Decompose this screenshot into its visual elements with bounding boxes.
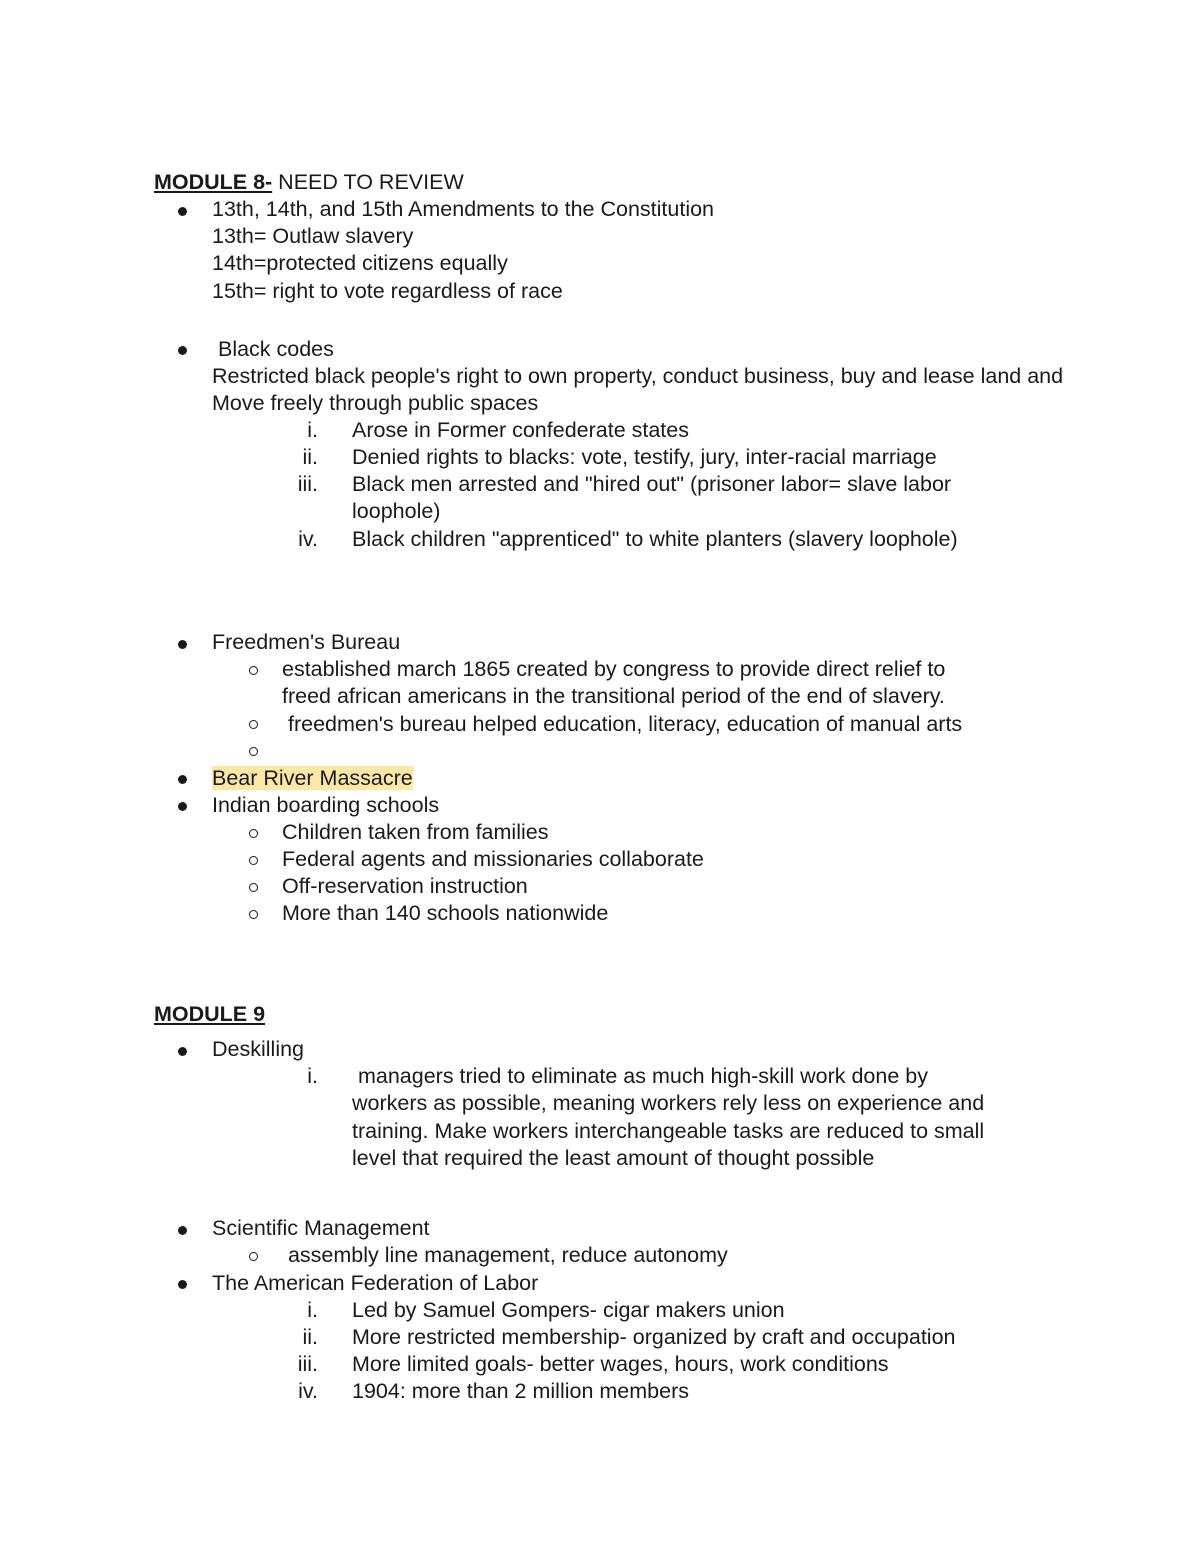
- circle-bullet-icon: [249, 720, 258, 729]
- boarding-schools-item: Indian boarding schools: [212, 793, 440, 817]
- module-8-subtitle: NEED TO REVIEW: [272, 170, 464, 194]
- afl-subitem: More restricted membership- organized by craft and occupation: [352, 1325, 956, 1349]
- bullet-icon: [178, 802, 187, 811]
- amendments-line: 15th= right to vote regardless of race: [212, 279, 563, 303]
- deskilling-subitem-cont: workers as possible, meaning workers rely less on experience and: [352, 1091, 985, 1115]
- deskilling-item: Deskilling: [212, 1037, 305, 1061]
- module-9-title: MODULE 9: [153, 1002, 266, 1026]
- circle-bullet-icon: [249, 747, 258, 756]
- black-codes-subitem: Denied rights to blacks: vote, testify, jury, inter-racial marriage: [352, 445, 937, 469]
- black-codes-subitem: Black men arrested and "hired out" (prisoner labor= slave labor: [352, 472, 952, 496]
- roman-numeral: iv.: [298, 527, 318, 551]
- scientific-management-item: Scientific Management: [212, 1216, 430, 1240]
- bullet-icon: [178, 1226, 187, 1235]
- boarding-subitem: Off-reservation instruction: [282, 874, 528, 898]
- bullet-icon: [178, 346, 187, 355]
- boarding-subitem: Federal agents and missionaries collaborate: [282, 847, 704, 871]
- highlighted-text: Bear River Massacre: [212, 766, 413, 790]
- deskilling-subitem-cont: level that required the least amount of thought possible: [352, 1146, 875, 1170]
- bullet-icon: [178, 1280, 187, 1289]
- black-codes-item: Black codes: [212, 337, 334, 361]
- circle-bullet-icon: [249, 856, 258, 865]
- scientific-subitem: assembly line management, reduce autonomy: [282, 1243, 728, 1267]
- module-8-title: MODULE 8-: [153, 170, 273, 194]
- roman-numeral: ii.: [302, 445, 318, 469]
- module-9-heading: [142, 974, 265, 1028]
- circle-bullet-icon: [249, 666, 258, 675]
- bullet-icon: [178, 775, 187, 784]
- bullet-icon: [178, 1047, 187, 1056]
- boarding-subitem: More than 140 schools nationwide: [282, 901, 609, 925]
- black-codes-subitem-cont: loophole): [352, 499, 441, 523]
- roman-numeral: iv.: [298, 1379, 318, 1403]
- circle-bullet-icon: [249, 910, 258, 919]
- roman-numeral: i.: [307, 418, 318, 442]
- afl-subitem: 1904: more than 2 million members: [352, 1379, 689, 1403]
- deskilling-subitem-cont: training. Make workers interchangeable tasks are reduced to small: [352, 1119, 985, 1143]
- freedmens-bureau-item: Freedmen's Bureau: [212, 630, 401, 654]
- afl-subitem: More limited goals- better wages, hours, work conditions: [352, 1352, 889, 1376]
- freedmens-subitem: freedmen's bureau helped education, literacy, education of manual arts: [282, 712, 963, 736]
- amendments-line: 14th=protected citizens equally: [212, 251, 508, 275]
- roman-numeral: i.: [307, 1298, 318, 1322]
- bullet-icon: [178, 640, 187, 649]
- circle-bullet-icon: [249, 883, 258, 892]
- bullet-icon: [178, 207, 187, 216]
- boarding-subitem: Children taken from families: [282, 820, 549, 844]
- amendments-line: 13th= Outlaw slavery: [212, 224, 414, 248]
- roman-numeral: ii.: [302, 1325, 318, 1349]
- roman-numeral: iii.: [297, 1352, 318, 1376]
- black-codes-subitem: Black children "apprenticed" to white planters (slavery loophole): [352, 527, 958, 551]
- freedmens-subitem: established march 1865 created by congress to provide direct relief to: [282, 657, 946, 681]
- circle-bullet-icon: [249, 1252, 258, 1261]
- afl-item: The American Federation of Labor: [212, 1271, 539, 1295]
- circle-bullet-icon: [249, 829, 258, 838]
- amendments-item: 13th, 14th, and 15th Amendments to the Constitution: [212, 197, 715, 221]
- black-codes-line: Restricted black people's right to own property, conduct business, buy and lease land and: [212, 364, 1064, 388]
- black-codes-line: Move freely through public spaces: [212, 391, 539, 415]
- roman-numeral: iii.: [297, 472, 318, 496]
- afl-subitem: Led by Samuel Gompers- cigar makers union: [352, 1298, 785, 1322]
- black-codes-subitem: Arose in Former confederate states: [352, 418, 689, 442]
- freedmens-subitem-cont: freed african americans in the transitional period of the end of slavery.: [282, 684, 945, 708]
- roman-numeral: i.: [307, 1064, 318, 1088]
- bear-river-item: [212, 765, 413, 792]
- module-8-heading: [142, 142, 464, 196]
- deskilling-subitem: managers tried to eliminate as much high-skill work done by: [352, 1064, 928, 1088]
